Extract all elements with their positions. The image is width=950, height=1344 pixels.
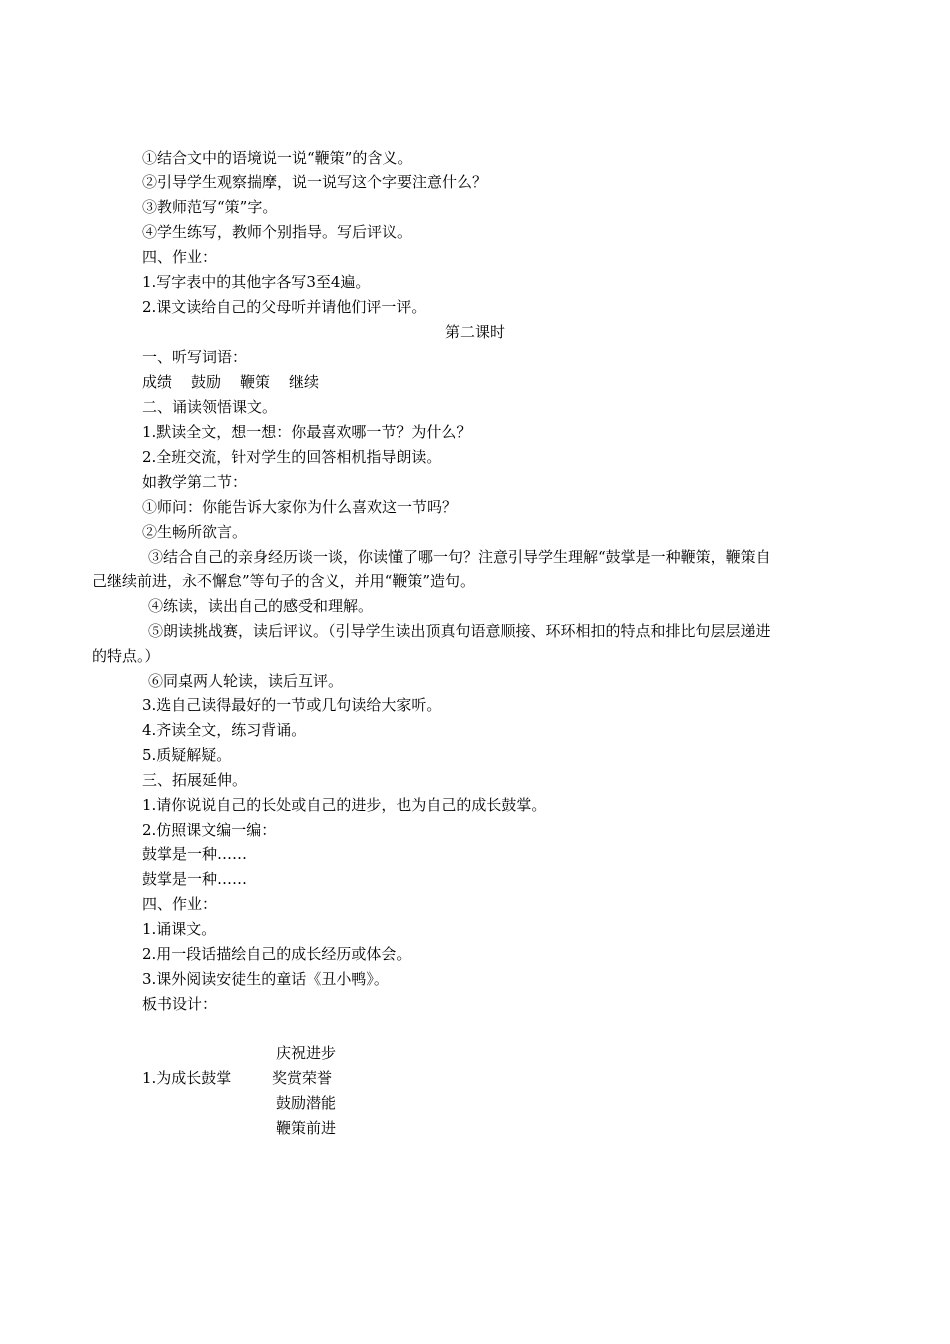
word: 鼓励 [191, 373, 222, 391]
section-heading: 二、诵读领悟课文。 [142, 398, 278, 416]
text-line: 3.选自己读得最好的一节或几句读给大家听。 [142, 696, 442, 714]
section-heading: 三、拓展延伸。 [142, 771, 248, 789]
board-item: 鼓励潜能 [276, 1094, 337, 1112]
text-line: 2.全班交流，针对学生的回答相机指导朗读。 [142, 448, 442, 466]
text-line: 2.用一段话描绘自己的成长经历或体会。 [142, 945, 412, 963]
board-main: 1.为成长鼓掌 [142, 1069, 232, 1087]
text-line: 1.默读全文，想一想：你最喜欢哪一节？为什么？ [142, 423, 472, 441]
text-line: 1.写字表中的其他字各写3至4遍。 [142, 273, 371, 291]
text-line: 1.诵课文。 [142, 920, 217, 938]
text-line: ①结合文中的语境说一说“鞭策”的含义。 [142, 149, 413, 167]
text-line: 4.齐读全文，练习背诵。 [142, 721, 307, 739]
text-line: 2.仿照课文编一编： [142, 821, 277, 839]
lesson-title: 第二课时 [444, 323, 505, 341]
text-line: ①师问：你能告诉大家你为什么喜欢这一节吗？ [142, 498, 458, 516]
text-line: ③结合自己的亲身经历谈一谈，你读懂了哪一句？注意引导学生理解“鼓掌是一种鞭策，鞭策自 [148, 548, 771, 566]
text-line: 鼓掌是一种…… [142, 845, 248, 863]
text-line: 3.课外阅读安徒生的童话《丑小鸭》。 [142, 970, 389, 988]
board-item: 奖赏荣誉 [272, 1069, 333, 1087]
section-heading: 四、作业： [142, 248, 218, 266]
text-line: 2.课文读给自己的父母听并请他们评一评。 [142, 298, 427, 316]
board-design-heading: 板书设计： [142, 995, 218, 1013]
text-line: ④学生练写，教师个别指导。写后评议。 [142, 223, 413, 241]
word: 成绩 [142, 373, 173, 391]
text-line: ⑤朗读挑战赛，读后评议。（引导学生读出顶真句语意顺接、环环相扣的特点和排比句层层递进 [148, 622, 771, 640]
text-line: 鼓掌是一种…… [142, 870, 248, 888]
text-line: ④练读，读出自己的感受和理解。 [148, 597, 374, 615]
text-line: 5.质疑解疑。 [142, 746, 232, 764]
text-line: 1.请你说说自己的长处或自己的进步，也为自己的成长鼓掌。 [142, 796, 547, 814]
text-line: ②生畅所欲言。 [142, 523, 248, 541]
board-item: 鞭策前进 [276, 1119, 337, 1137]
word: 继续 [289, 373, 320, 391]
text-line: ③教师范写“策”字。 [142, 198, 278, 216]
text-line: ②引导学生观察揣摩，说一说写这个字要注意什么？ [142, 173, 488, 191]
text-line: 的特点。） [92, 647, 160, 665]
text-line: ⑥同桌两人轮读，读后互评。 [148, 672, 344, 690]
text-line: 己继续前进，永不懈怠”等句子的含义，并用“鞭策”造句。 [92, 572, 476, 590]
section-heading: 一、听写词语： [142, 348, 248, 366]
board-item: 庆祝进步 [276, 1044, 337, 1062]
text-line: 如教学第二节： [142, 473, 248, 491]
section-heading: 四、作业： [142, 895, 218, 913]
word: 鞭策 [240, 373, 271, 391]
dictation-words [142, 370, 319, 394]
